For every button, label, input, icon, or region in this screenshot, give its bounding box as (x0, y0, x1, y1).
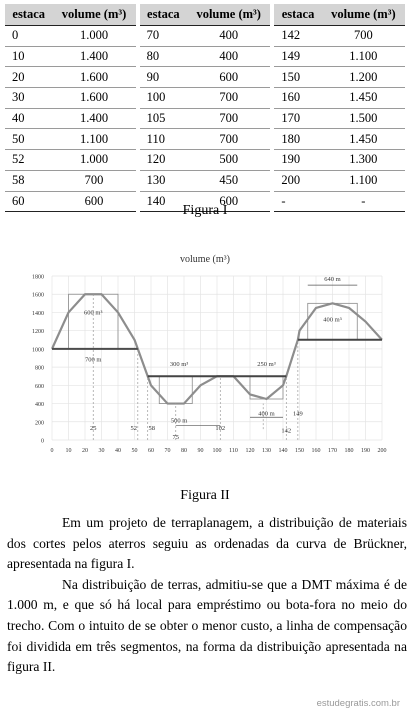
x-tick-label: 110 (229, 448, 238, 454)
y-tick-label: 0 (41, 438, 44, 445)
table-row (5, 129, 405, 150)
column-header: estaca (138, 4, 187, 26)
x-tick-label: 90 (197, 448, 204, 454)
estaca-cell: 80 (138, 46, 187, 67)
estaca-cell: 142 (272, 26, 321, 47)
x-tick-label: 60 (148, 448, 154, 454)
volume-cell: 700 (322, 26, 405, 47)
body-text (7, 513, 407, 678)
x-tick-label: 150 (295, 448, 304, 454)
estaca-cell: 150 (272, 67, 321, 88)
table-row (5, 108, 405, 129)
station-label: 149 (292, 410, 303, 418)
distance-label: 400 m (258, 410, 275, 418)
station-label: 75 (172, 434, 179, 442)
y-tick-label: 800 (35, 365, 44, 372)
x-tick-label: 50 (131, 448, 138, 454)
x-tick-label: 20 (82, 448, 88, 454)
volume-cell: 600 (187, 191, 272, 212)
station-label: 52 (130, 424, 138, 432)
volume-cell: 600 (52, 191, 137, 212)
table-row (5, 170, 405, 191)
x-tick-label: 100 (212, 448, 222, 454)
volume-label: 300 m³ (169, 361, 189, 369)
volume-cell: 1.400 (52, 46, 137, 67)
station-label: 58 (148, 424, 155, 432)
estaca-cell: 40 (5, 108, 52, 129)
y-tick-label: 1200 (32, 329, 44, 336)
x-tick-label: 140 (278, 448, 288, 454)
distance-label: 640 m (324, 276, 341, 284)
volume-cell: 1.400 (52, 108, 137, 129)
estaca-cell: 52 (5, 150, 52, 171)
x-tick-label: 30 (98, 448, 105, 454)
estaca-cell: - (272, 191, 321, 212)
station-label: 102 (215, 424, 226, 432)
data-table (5, 4, 405, 212)
volume-cell: 400 (187, 46, 272, 67)
estaca-cell: 105 (138, 108, 187, 129)
column-header: volume (m³) (322, 4, 405, 26)
station-label: 25 (90, 424, 97, 432)
x-tick-label: 80 (181, 448, 187, 454)
x-tick-label: 200 (377, 448, 387, 454)
volume-cell: - (322, 191, 405, 212)
x-tick-label: 120 (245, 448, 255, 454)
estaca-cell: 100 (138, 88, 187, 109)
estaca-cell: 170 (272, 108, 321, 129)
paragraph: Na distribuição de terras, admitiu-se que a DMT máxima é de 1.000 m, e que só há local para empréstimo ou bota-fora no meio do trecho. Com o intuito de se obter o menor custo, a linha de compensação foi dividida em três segmentos, na forma da distribuição apresentada na figura II. (7, 576, 407, 675)
volume-cell: 1.000 (52, 26, 137, 47)
estaca-cell: 20 (5, 67, 52, 88)
x-tick-label: 190 (361, 448, 370, 454)
table-header-row (5, 4, 405, 26)
distance-label: 700 m (85, 356, 102, 364)
volume-cell: 1.500 (322, 108, 405, 129)
volume-cell: 500 (187, 150, 272, 171)
y-tick-label: 1000 (32, 347, 44, 354)
volume-cell: 1.000 (52, 150, 137, 171)
volume-cell: 1.200 (322, 67, 405, 88)
volume-label: 600 m³ (84, 309, 103, 317)
estaca-cell: 160 (272, 88, 321, 109)
x-tick-label: 130 (262, 448, 271, 454)
table-row (5, 46, 405, 67)
figure-1-caption: Figura I (182, 203, 228, 218)
volume-cell: 400 (187, 26, 272, 47)
watermark: estudegratis.com.br (316, 698, 400, 709)
table-row (5, 26, 405, 47)
volume-cell: 450 (187, 170, 272, 191)
estaca-cell: 149 (272, 46, 321, 67)
figure-2-caption: Figura II (180, 488, 230, 503)
x-tick-label: 40 (115, 448, 121, 454)
volume-cell: 600 (187, 67, 272, 88)
estaca-cell: 58 (5, 170, 52, 191)
y-tick-label: 200 (35, 420, 44, 427)
table-row (5, 67, 405, 88)
x-tick-label: 170 (328, 448, 337, 454)
estaca-cell: 10 (5, 46, 52, 67)
bruckner-chart (0, 240, 410, 480)
estaca-cell: 60 (5, 191, 52, 212)
y-tick-label: 400 (35, 402, 44, 409)
station-label: 142 (281, 427, 292, 435)
paragraph: Em um projeto de terraplanagem, a distribuição de materiais dos cortes pelos aterros seguiu as ordenadas da curva de Brückner, apresentada na figura I. (7, 515, 407, 572)
estaca-cell: 120 (138, 150, 187, 171)
estaca-cell: 200 (272, 170, 321, 191)
estaca-cell: 130 (138, 170, 187, 191)
table-row (5, 150, 405, 171)
estaca-cell: 180 (272, 129, 321, 150)
volume-cell: 700 (52, 170, 137, 191)
x-tick-label: 0 (50, 448, 54, 454)
column-header: volume (m³) (187, 4, 272, 26)
volume-cell: 1.450 (322, 129, 405, 150)
column-header: estaca (5, 4, 52, 26)
x-tick-label: 10 (65, 448, 72, 454)
y-tick-label: 1600 (32, 292, 44, 299)
x-tick-label: 180 (344, 448, 354, 454)
table-row (5, 88, 405, 109)
volume-cell: 1.100 (52, 129, 137, 150)
volume-cell: 700 (187, 88, 272, 109)
estaca-cell: 50 (5, 129, 52, 150)
estaca-cell: 0 (5, 26, 52, 47)
volume-label: 400 m³ (323, 316, 342, 324)
chart-title: volume (m³) (180, 254, 230, 265)
volume-cell: 1.100 (322, 46, 405, 67)
volume-cell: 1.300 (322, 150, 405, 171)
y-tick-label: 600 (35, 383, 44, 390)
distance-label: 500 m (170, 417, 188, 425)
column-header: estaca (272, 4, 321, 26)
volume-cell: 1.450 (322, 88, 405, 109)
column-header: volume (m³) (52, 4, 137, 26)
volume-cell: 1.600 (52, 88, 137, 109)
volume-cell: 1.600 (52, 67, 137, 88)
y-tick-label: 1800 (32, 274, 44, 281)
x-tick-label: 70 (164, 448, 171, 454)
estaca-cell: 140 (138, 191, 187, 212)
estaca-cell: 70 (138, 26, 187, 47)
volume-cell: 700 (187, 129, 272, 150)
estaca-cell: 190 (272, 150, 321, 171)
x-tick-label: 160 (311, 448, 321, 454)
estaca-cell: 30 (5, 88, 52, 109)
volume-cell: 1.100 (322, 170, 405, 191)
y-tick-label: 1400 (32, 310, 44, 317)
estaca-cell: 110 (138, 129, 187, 150)
volume-label: 250 m³ (257, 361, 276, 369)
volume-cell: 700 (187, 108, 272, 129)
estaca-cell: 90 (138, 67, 187, 88)
estaca-volume-table (5, 4, 405, 212)
